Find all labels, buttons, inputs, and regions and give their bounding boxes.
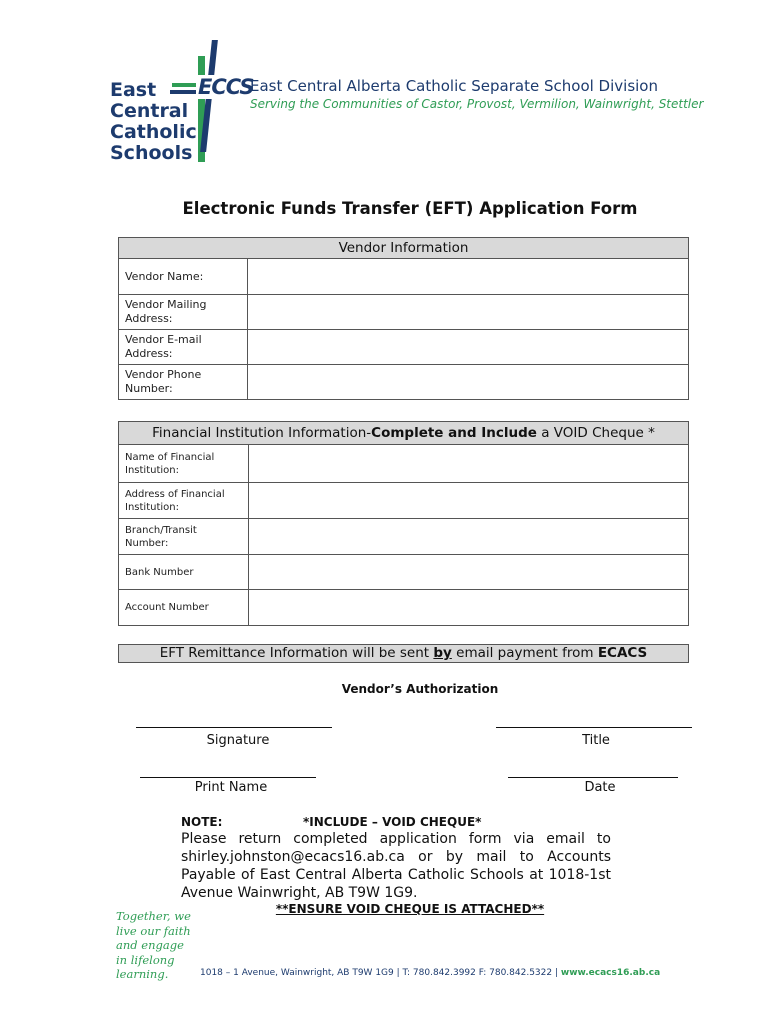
date-line[interactable]: [508, 777, 678, 778]
branch-transit-number-label: Branch/Transit Number:: [119, 519, 249, 555]
vendor-authorization-title: Vendor’s Authorization: [341, 682, 499, 696]
account-number-label: Account Number: [119, 590, 249, 626]
division-tagline: Serving the Communities of Castor, Provost, Vermilion, Wainwright, Stettler: [250, 97, 704, 111]
bank-number-field[interactable]: [249, 555, 689, 590]
footer-website-link[interactable]: www.ecacs16.ab.ca: [560, 968, 661, 978]
note-body: Please return completed application form via email to shirley.johnston@ecacs16.ab.ca or by mail to Accounts Payable of East Central Alberta Catholic Schools at 1018-1st Avenue Wainwright, AB T9W 1G9.: [181, 831, 611, 901]
institution-address-label: Address of Financial Institution:: [119, 483, 249, 519]
logo-word-schools: Schools: [110, 142, 193, 164]
branch-transit-number-field[interactable]: [249, 519, 689, 555]
financial-institution-table: [118, 421, 689, 626]
signature-line[interactable]: [136, 727, 332, 728]
vendor-name-field[interactable]: [248, 259, 689, 295]
logo-word-catholic: Catholic: [110, 121, 197, 143]
account-number-field[interactable]: [249, 590, 689, 626]
motto-line: live our faith: [116, 923, 191, 938]
print-name-line[interactable]: [140, 777, 316, 778]
vendor-phone-number-label: Vendor Phone Number:: [119, 365, 248, 400]
institution-address-field[interactable]: [249, 483, 689, 519]
date-label: Date: [584, 780, 616, 795]
form-title: Electronic Funds Transfer (EFT) Application Form: [182, 199, 638, 218]
remittance-text-2: email payment from: [451, 645, 598, 661]
title-label: Title: [582, 733, 610, 748]
vendor-mailing-address-field[interactable]: [248, 295, 689, 330]
logo-eccs-mark: ECCS: [198, 75, 254, 99]
financial-header-bold: Complete and Include: [371, 425, 537, 441]
footer-motto: [116, 909, 191, 982]
title-line[interactable]: [496, 727, 692, 728]
logo-word-central: Central: [110, 100, 189, 122]
vendor-email-address-label: Vendor E-mail Address:: [119, 330, 248, 365]
print-name-label: Print Name: [194, 780, 268, 795]
vendor-phone-number-field[interactable]: [248, 365, 689, 400]
vendor-mailing-address-label: Vendor Mailing Address:: [119, 295, 248, 330]
bank-number-label: Bank Number: [119, 555, 249, 590]
remittance-org: ECACS: [597, 645, 648, 661]
financial-information-header: [119, 422, 689, 445]
logo-word-east: East: [110, 79, 157, 101]
include-void-cheque: *INCLUDE – VOID CHEQUE*: [303, 815, 482, 829]
note-heading: [181, 815, 482, 829]
financial-header-suffix: a VOID Cheque *: [536, 425, 655, 441]
financial-header-prefix: Financial Institution Information-: [152, 425, 372, 441]
vendor-information-table: [118, 237, 689, 400]
footer-address: 1018 – 1 Avenue, Wainwright, AB T9W 1G9 | T: 780.842.3992 F: 780.842.5322 |: [200, 968, 558, 978]
remittance-by: by: [433, 645, 452, 661]
footer-contact: [200, 968, 660, 978]
institution-name-label: Name of Financial Institution:: [119, 445, 249, 483]
ensure-void-cheque-text: **ENSURE VOID CHEQUE IS ATTACHED**: [275, 902, 545, 916]
vendor-information-header: Vendor Information: [119, 238, 689, 259]
institution-name-field[interactable]: [249, 445, 689, 483]
motto-line: and engage: [116, 938, 184, 952]
note-label: NOTE:: [181, 815, 223, 829]
signature-label: Signature: [206, 733, 270, 748]
motto-line: learning.: [116, 967, 169, 981]
motto-line: Together, we: [116, 909, 191, 923]
vendor-email-address-field[interactable]: [248, 330, 689, 365]
vendor-name-label: Vendor Name:: [119, 259, 248, 295]
motto-line: in lifelong: [116, 952, 175, 967]
division-name: East Central Alberta Catholic Separate School Division: [250, 77, 658, 95]
remittance-notice: [118, 644, 689, 663]
remittance-text-1: EFT Remittance Information will be sent: [159, 645, 434, 661]
